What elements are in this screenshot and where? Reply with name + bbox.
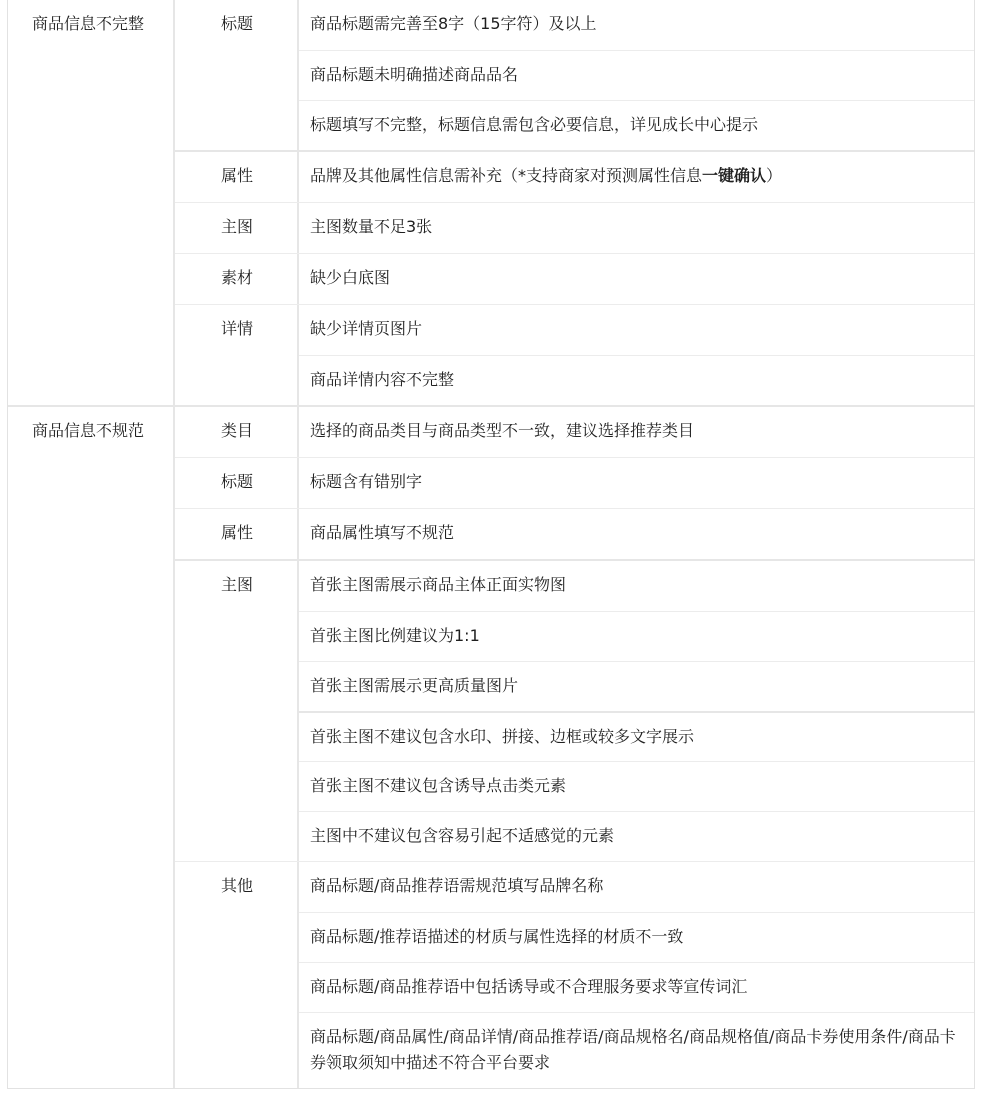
issue-item: 选择的商品类目与商品类型不一致，建议选择推荐类目: [310, 421, 695, 440]
issue-list: [299, 458, 974, 508]
issue-item: 商品标题需完善至8字（15字符）及以上: [310, 14, 597, 33]
issue-list: [299, 561, 974, 861]
issue-list: [299, 203, 974, 253]
group-label-cell: [8, 0, 175, 405]
one-click-confirm-text: 一键确认: [702, 166, 767, 185]
issue-list: [299, 254, 974, 304]
issue-item: 首张主图需展示更高质量图片: [299, 661, 974, 711]
subgroup-label-cell: [175, 0, 299, 150]
subgroup-material: [175, 253, 974, 304]
subgroup-label: 主图: [221, 217, 254, 236]
subgroup-label-cell: [175, 254, 299, 304]
group-incomplete-info: [8, 0, 974, 405]
subgroup-label: 属性: [221, 523, 254, 542]
issue-list: [299, 152, 974, 202]
group-nonstandard-info: [8, 405, 974, 1088]
group-label-cell: [8, 407, 175, 1088]
subgroup-label: 标题: [221, 472, 254, 491]
subgroup-attributes: [175, 150, 974, 202]
issue-list: [299, 509, 974, 559]
issue-item: 缺少白底图: [310, 268, 391, 287]
group-label: 商品信息不规范: [32, 421, 145, 440]
issue-item: 标题填写不完整，标题信息需包含必要信息，详见成长中心提示: [299, 100, 974, 150]
subgroup-category: [175, 407, 974, 457]
issues-table: [7, 0, 975, 1089]
subgroup-attributes: [175, 508, 974, 559]
issue-item: [299, 152, 974, 202]
issue-item: 商品标题/推荐语描述的材质与属性选择的材质不一致: [299, 912, 974, 962]
issue-item: 商品标题/商品推荐语需规范填写品牌名称: [310, 876, 604, 895]
subgroup-main-image: [175, 202, 974, 253]
subgroup-title: [175, 0, 974, 150]
subgroup-label-cell: [175, 509, 299, 559]
subgroup-main-image: [175, 559, 974, 861]
subgroup-details: [175, 304, 974, 405]
subgroup-label-cell: [175, 203, 299, 253]
subgroup-label-cell: [175, 561, 299, 861]
subgroup-label-cell: [175, 152, 299, 202]
issue-item: 商品详情内容不完整: [299, 355, 974, 405]
group-label: 商品信息不完整: [32, 14, 145, 33]
issue-item: 标题含有错别字: [310, 472, 423, 491]
issue-item: 商品属性填写不规范: [310, 523, 455, 542]
issue-item: 缺少详情页图片: [310, 319, 423, 338]
subgroup-label-cell: [175, 458, 299, 508]
subgroup-label: 主图: [221, 575, 254, 594]
issue-item: 商品标题未明确描述商品品名: [299, 50, 974, 100]
subgroup-label: 其他: [221, 876, 254, 895]
issue-text-end: ）: [766, 166, 783, 185]
issue-item: 首张主图需展示商品主体正面实物图: [310, 575, 567, 594]
subgroup-title: [175, 457, 974, 508]
issue-list: [299, 862, 974, 1088]
issue-list: [299, 0, 974, 150]
issue-list: [299, 407, 974, 457]
subgroup-label: 标题: [221, 14, 254, 33]
issue-item: 商品标题/商品推荐语中包括诱导或不合理服务要求等宣传词汇: [299, 962, 974, 1012]
subgroup-label: 属性: [221, 166, 254, 185]
subgroup-label-cell: [175, 305, 299, 405]
subgroup-label-cell: [175, 862, 299, 1088]
issue-item: 首张主图比例建议为1:1: [299, 611, 974, 661]
subgroup-label: 素材: [221, 268, 254, 287]
issue-item: 首张主图不建议包含水印、拼接、边框或较多文字展示: [299, 711, 974, 761]
subgroup-other: [175, 861, 974, 1088]
group-subcategories: [175, 0, 974, 405]
issue-item: 主图中不建议包含容易引起不适感觉的元素: [299, 811, 974, 861]
issue-item: 主图数量不足3张: [310, 217, 433, 236]
issue-item: 商品标题/商品属性/商品详情/商品推荐语/商品规格名/商品规格值/商品卡券使用条件/商品卡券领取须知中描述不符合平台要求: [299, 1012, 974, 1088]
issue-item: 首张主图不建议包含诱导点击类元素: [299, 761, 974, 811]
subgroup-label: 详情: [221, 319, 254, 338]
subgroup-label: 类目: [221, 421, 254, 440]
group-subcategories: [175, 407, 974, 1088]
subgroup-label-cell: [175, 407, 299, 457]
issue-text: 品牌及其他属性信息需补充（*支持商家对预测属性信息: [310, 166, 703, 185]
issue-list: [299, 305, 974, 405]
